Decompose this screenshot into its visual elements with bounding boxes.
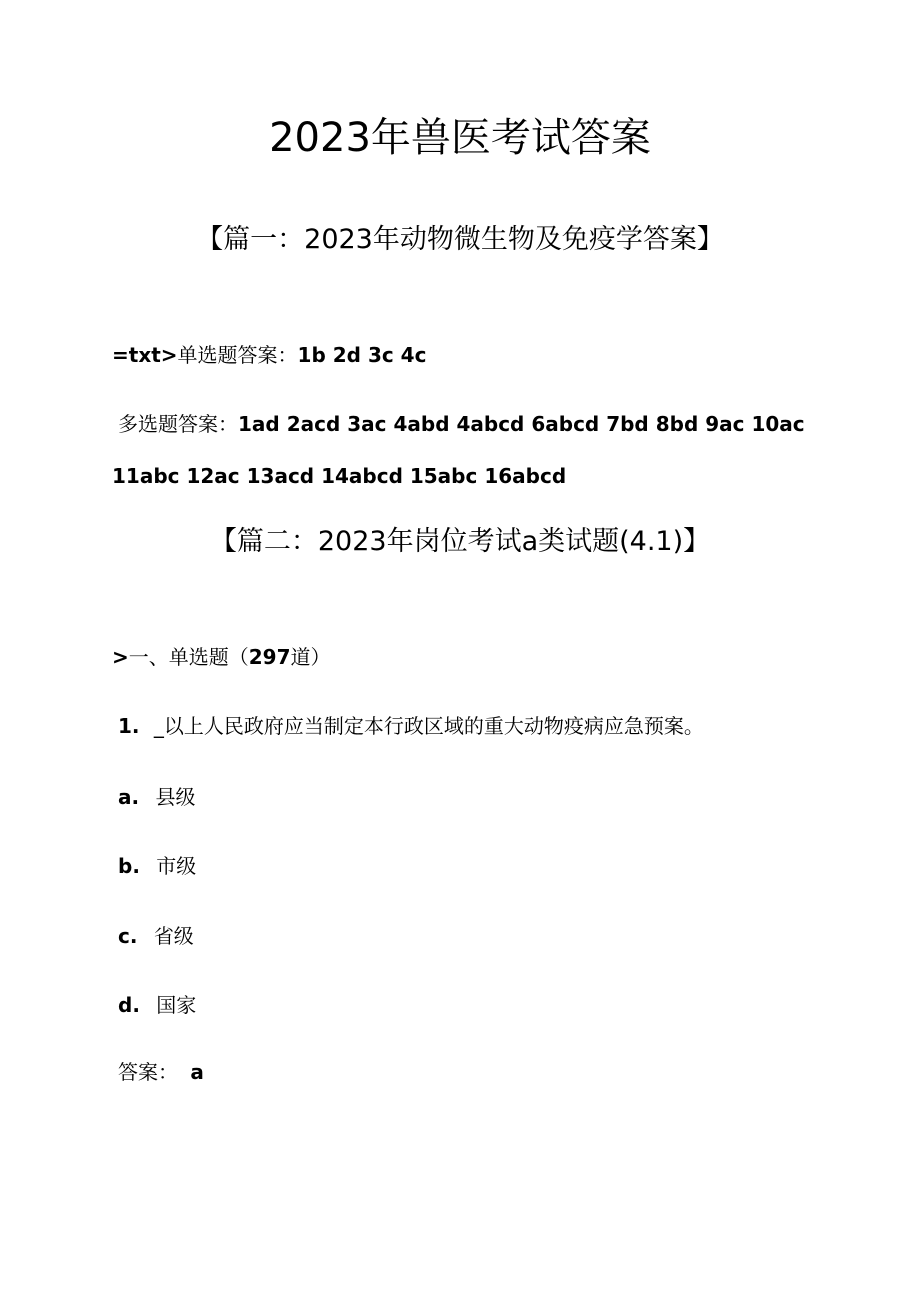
document-title: 2023年兽医考试答案 [269,115,651,161]
option-key: c. [118,924,138,948]
answer-line [118,1057,204,1087]
section2-heading: 【篇二：2023年岗位考试a类试题(4.1)】 [209,526,711,557]
option-d [118,990,196,1020]
option-key: b. [118,854,140,878]
option-key: d. [118,993,140,1017]
option-a [118,782,195,812]
heading-text: 一、单选题（ [128,645,249,669]
option-text: 县级 [155,785,196,809]
heading-suffix: 道） [290,645,331,669]
option-text: 省级 [153,924,194,948]
section1-heading: 【篇一：2023年动物微生物及免疫学答案】 [196,224,724,255]
multi-answer-line1 [118,409,805,439]
question-number: 1. [118,714,140,738]
answer-value: a [190,1060,204,1084]
single-answer-values: 1b 2d 3c 4c [297,343,427,367]
answer-label: 答案： [118,1060,178,1084]
multi-answer-label: 多选题答案： [118,412,238,436]
option-text: 国家 [156,993,197,1017]
question-count: 297 [248,645,291,669]
question-text: _以上人民政府应当制定本行政区域的重大动物疫病应急预案。 [153,714,704,738]
option-text: 市级 [156,854,197,878]
single-answer-line [112,340,426,370]
option-c [118,921,194,951]
single-answer-label: 单选题答案： [177,343,298,367]
single-choice-heading [112,642,331,672]
heading-prefix: > [112,645,129,669]
multi-answer-values-1: 1ad 2acd 3ac 4abd 4abcd 6abcd 7bd 8bd 9ac 10ac [238,412,805,436]
option-b [118,851,196,881]
option-key: a. [118,785,140,809]
multi-answer-values-2: 11abc 12ac 13acd 14abcd 15abc 16abcd [112,464,567,488]
question-1 [118,711,704,741]
txt-prefix: =txt> [112,343,178,367]
